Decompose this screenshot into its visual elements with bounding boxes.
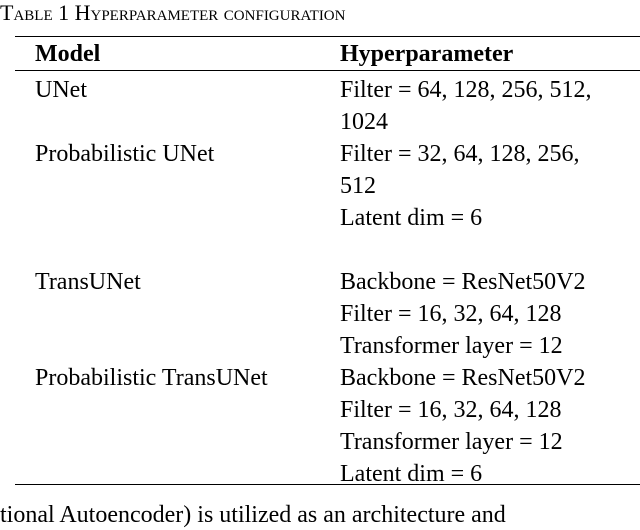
- header-hyperparameter: Hyperparameter: [340, 41, 514, 67]
- table-row: [15, 266, 640, 362]
- hyperparameter-line: [340, 234, 640, 266]
- hyperparameter-cell: [340, 362, 640, 490]
- hyperparameter-line: 512: [340, 173, 376, 199]
- hyperparameter-line: Filter = 16, 32, 64, 128: [340, 301, 562, 327]
- hyperparameter-line: Backbone = ResNet50V2: [340, 365, 586, 391]
- model-cell: Probabilistic TransUNet: [35, 365, 268, 391]
- header-row: [15, 38, 640, 70]
- hyperparameter-line: Filter = 16, 32, 64, 128: [340, 397, 562, 423]
- model-cell: Probabilistic UNet: [35, 141, 215, 167]
- hyperparameter-cell: [340, 74, 640, 138]
- hyperparameter-line: Filter = 32, 64, 128, 256,: [340, 141, 580, 167]
- hyperparameter-line: Latent dim = 6: [340, 461, 483, 487]
- table-row: [15, 138, 640, 266]
- hyperparameter-cell: [340, 138, 640, 266]
- hyperparameter-line: Transformer layer = 12: [340, 333, 563, 359]
- body-text: tional Autoencoder) is utilized as an architecture and: [0, 502, 506, 528]
- caption-title: Hyperparameter configuration: [74, 0, 346, 25]
- hyperparameter-line: Filter = 64, 128, 256, 512,: [340, 77, 592, 103]
- hyperparameter-line: Transformer layer = 12: [340, 429, 563, 455]
- model-cell: TransUNet: [35, 269, 141, 295]
- top-rule: [15, 36, 640, 37]
- table-caption: [0, 0, 345, 26]
- hyperparameter-line: 1024: [340, 109, 388, 135]
- table-row: [15, 362, 640, 490]
- hyperparameter-table: [15, 38, 640, 490]
- header-model: Model: [35, 41, 101, 67]
- hyperparameter-cell: [340, 266, 640, 362]
- caption-label: Table 1: [0, 0, 70, 25]
- hyperparameter-line: Backbone = ResNet50V2: [340, 269, 586, 295]
- table-row: [15, 74, 640, 138]
- model-cell: UNet: [35, 77, 87, 103]
- hyperparameter-line: Latent dim = 6: [340, 205, 483, 231]
